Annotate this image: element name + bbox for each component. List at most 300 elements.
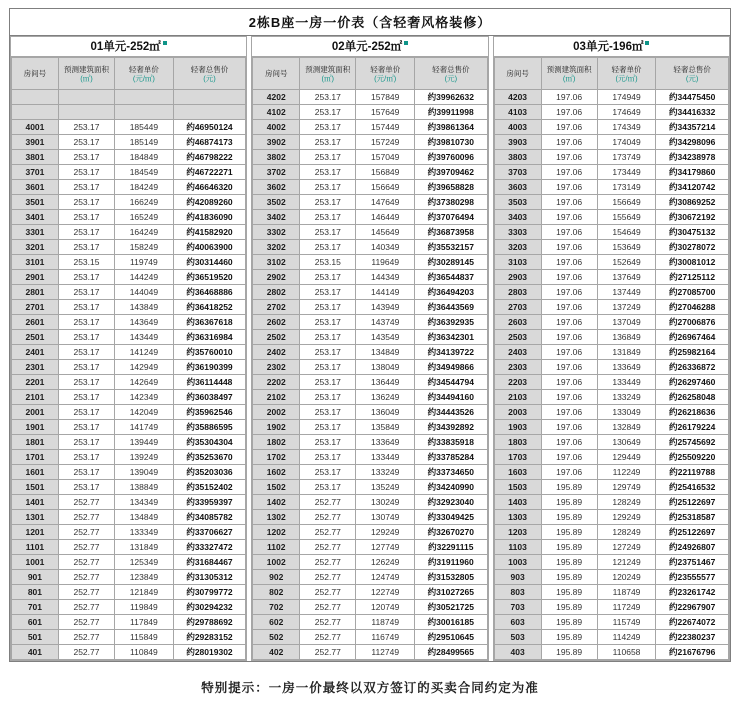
column-header-label: 轻奢总售价 <box>432 64 470 74</box>
unit-price-cell <box>115 90 174 105</box>
room-cell: 2401 <box>12 345 59 360</box>
column-header-unit: (㎡) <box>321 73 335 83</box>
total-price-cell: 约30016185 <box>415 615 488 630</box>
column-header-label: 轻奢总售价 <box>190 64 229 74</box>
table-row <box>494 345 728 360</box>
area-cell: 252.77 <box>58 630 114 645</box>
column-header-label: 轻奢单价 <box>370 64 401 74</box>
total-price-cell: 约34120742 <box>656 180 729 195</box>
table-row <box>12 375 246 390</box>
room-cell: 1001 <box>12 555 59 570</box>
table-row <box>253 150 487 165</box>
table-row <box>494 480 728 495</box>
area-cell: 252.77 <box>58 600 114 615</box>
unit-price-cell: 115849 <box>115 630 174 645</box>
table-row <box>494 225 728 240</box>
room-cell: 603 <box>494 615 541 630</box>
room-cell: 1701 <box>12 450 59 465</box>
table-row <box>12 150 246 165</box>
total-price-cell: 约34544794 <box>415 375 488 390</box>
unit-price-cell: 156849 <box>356 165 415 180</box>
table-row <box>253 645 487 660</box>
total-price-cell: 约26218636 <box>656 405 729 420</box>
area-cell: 252.77 <box>58 495 114 510</box>
room-cell: 4102 <box>253 105 300 120</box>
unit-price-cell: 130249 <box>356 495 415 510</box>
total-price-cell: 约23261742 <box>656 585 729 600</box>
total-price-cell: 约34443526 <box>415 405 488 420</box>
unit-price-cell <box>115 105 174 120</box>
room-cell: 2703 <box>494 300 541 315</box>
unit-price-cell: 136449 <box>356 375 415 390</box>
room-cell: 1503 <box>494 480 541 495</box>
room-cell: 1203 <box>494 525 541 540</box>
unit-price-cell: 119849 <box>115 600 174 615</box>
total-price-cell: 约30672192 <box>656 210 729 225</box>
total-price-cell: 约39658828 <box>415 180 488 195</box>
room-cell: 1302 <box>253 510 300 525</box>
room-cell: 2903 <box>494 270 541 285</box>
unit-price-cell: 110658 <box>597 645 656 660</box>
area-cell: 197.06 <box>541 300 597 315</box>
table-row <box>253 630 487 645</box>
area-cell: 195.89 <box>541 585 597 600</box>
unit-header <box>494 37 729 57</box>
room-cell: 4203 <box>494 90 541 105</box>
area-cell: 253.17 <box>58 240 114 255</box>
total-price-cell: 约26258048 <box>656 390 729 405</box>
total-price-cell: 约35532157 <box>415 240 488 255</box>
area-cell: 252.77 <box>300 585 356 600</box>
total-price-cell: 约29510645 <box>415 630 488 645</box>
room-cell: 3601 <box>12 180 59 195</box>
room-cell: 702 <box>253 600 300 615</box>
unit-price-cell: 133649 <box>356 435 415 450</box>
unit-price-cell: 131849 <box>597 345 656 360</box>
unit-price-cell: 129249 <box>597 510 656 525</box>
table-row <box>253 465 487 480</box>
unit-price-cell: 142349 <box>115 390 174 405</box>
column-header-unit: (元/㎡) <box>132 73 155 83</box>
area-cell: 197.06 <box>541 180 597 195</box>
area-cell: 253.17 <box>300 465 356 480</box>
unit-price-cell: 142649 <box>115 375 174 390</box>
unit-price-cell: 137649 <box>597 270 656 285</box>
table-row <box>253 390 487 405</box>
room-cell: 3203 <box>494 240 541 255</box>
room-cell: 501 <box>12 630 59 645</box>
area-cell: 253.17 <box>300 105 356 120</box>
room-cell: 3402 <box>253 210 300 225</box>
table-row <box>12 195 246 210</box>
unit-price-cell: 129749 <box>597 480 656 495</box>
total-price-cell: 约36873958 <box>415 225 488 240</box>
total-price-cell: 约26179224 <box>656 420 729 435</box>
unit-price-cell: 144049 <box>115 285 174 300</box>
area-cell: 253.15 <box>300 255 356 270</box>
table-row <box>12 645 246 660</box>
area-cell: 252.77 <box>300 525 356 540</box>
area-cell: 197.06 <box>541 90 597 105</box>
table-row <box>253 240 487 255</box>
table-row <box>253 330 487 345</box>
area-cell: 252.77 <box>58 615 114 630</box>
table-row <box>494 255 728 270</box>
total-price-cell: 约46798222 <box>173 150 246 165</box>
total-price-cell: 约25982164 <box>656 345 729 360</box>
room-cell: 3302 <box>253 225 300 240</box>
total-price-cell: 约36190399 <box>173 360 246 375</box>
table-row <box>494 180 728 195</box>
unit-price-cell: 137049 <box>597 315 656 330</box>
room-cell: 2702 <box>253 300 300 315</box>
total-price-cell: 约36114448 <box>173 375 246 390</box>
table-row <box>12 315 246 330</box>
total-price-cell: 约29283152 <box>173 630 246 645</box>
table-row <box>253 555 487 570</box>
area-cell: 253.17 <box>58 345 114 360</box>
area-cell: 252.77 <box>300 615 356 630</box>
unit-price-cell: 137449 <box>597 285 656 300</box>
unit-price-cell: 174649 <box>597 105 656 120</box>
room-cell: 3803 <box>494 150 541 165</box>
total-price-cell: 约39709462 <box>415 165 488 180</box>
total-price-cell: 约30799772 <box>173 585 246 600</box>
room-cell: 3701 <box>12 165 59 180</box>
total-price-cell: 约33049425 <box>415 510 488 525</box>
room-cell: 2403 <box>494 345 541 360</box>
area-cell: 253.17 <box>58 375 114 390</box>
unit-price-cell: 126249 <box>356 555 415 570</box>
table-row <box>494 615 728 630</box>
room-cell: 703 <box>494 600 541 615</box>
unit-price-cell: 139449 <box>115 435 174 450</box>
total-price-cell: 约34949866 <box>415 360 488 375</box>
table-row <box>494 315 728 330</box>
total-price-cell: 约22119788 <box>656 465 729 480</box>
total-price-cell: 约32923040 <box>415 495 488 510</box>
unit-sections <box>10 36 730 661</box>
total-price-cell: 约35152402 <box>173 480 246 495</box>
unit-price-cell: 133249 <box>356 465 415 480</box>
total-price-cell: 约22674072 <box>656 615 729 630</box>
area-cell: 253.17 <box>58 435 114 450</box>
total-price-cell: 约24926807 <box>656 540 729 555</box>
room-cell: 1301 <box>12 510 59 525</box>
table-row <box>12 330 246 345</box>
column-header-unit: (元) <box>685 73 699 83</box>
table-row <box>253 210 487 225</box>
area-cell: 253.17 <box>58 390 114 405</box>
column-header <box>415 58 488 90</box>
total-price-cell: 约23751467 <box>656 555 729 570</box>
unit-price-cell: 184249 <box>115 180 174 195</box>
unit-price-cell: 119749 <box>115 255 174 270</box>
area-cell: 253.17 <box>300 435 356 450</box>
room-cell: 3301 <box>12 225 59 240</box>
area-cell: 197.06 <box>541 450 597 465</box>
unit-price-cell: 153649 <box>597 240 656 255</box>
room-cell: 1303 <box>494 510 541 525</box>
area-cell: 253.17 <box>58 420 114 435</box>
column-header <box>300 58 356 90</box>
total-price-cell: 约30869252 <box>656 195 729 210</box>
room-cell: 2302 <box>253 360 300 375</box>
column-header <box>356 58 415 90</box>
unit-price-cell: 128249 <box>597 495 656 510</box>
unit-price-cell: 112749 <box>356 645 415 660</box>
room-cell: 2002 <box>253 405 300 420</box>
room-cell: 3702 <box>253 165 300 180</box>
unit-price-cell: 174049 <box>597 135 656 150</box>
table-row <box>494 465 728 480</box>
area-cell: 197.06 <box>541 105 597 120</box>
area-cell: 197.06 <box>541 135 597 150</box>
total-price-cell: 约39810730 <box>415 135 488 150</box>
unit-price-cell: 139049 <box>115 465 174 480</box>
room-cell: 3802 <box>253 150 300 165</box>
room-cell: 2402 <box>253 345 300 360</box>
table-row <box>12 90 246 105</box>
area-cell: 253.17 <box>58 300 114 315</box>
area-cell: 252.77 <box>300 630 356 645</box>
total-price-cell: 约26297460 <box>656 375 729 390</box>
room-cell: 1902 <box>253 420 300 435</box>
area-cell: 197.06 <box>541 420 597 435</box>
table-row <box>494 240 728 255</box>
table-row <box>494 450 728 465</box>
area-cell: 253.17 <box>300 345 356 360</box>
unit-header-label: 01单元-252㎡ <box>90 41 161 53</box>
area-cell: 252.77 <box>300 555 356 570</box>
area-cell: 197.06 <box>541 255 597 270</box>
room-cell: 2202 <box>253 375 300 390</box>
area-cell: 195.89 <box>541 495 597 510</box>
table-row <box>494 585 728 600</box>
area-cell: 197.06 <box>541 195 597 210</box>
area-cell: 252.77 <box>300 600 356 615</box>
room-cell: 2201 <box>12 375 59 390</box>
table-row <box>12 420 246 435</box>
table-row <box>253 195 487 210</box>
table-row <box>253 495 487 510</box>
total-price-cell: 约22380237 <box>656 630 729 645</box>
room-cell: 2001 <box>12 405 59 420</box>
table-row <box>494 270 728 285</box>
table-row <box>253 510 487 525</box>
table-row <box>12 255 246 270</box>
column-header <box>253 58 300 90</box>
total-price-cell: 约26967464 <box>656 330 729 345</box>
table-row <box>253 420 487 435</box>
table-row <box>253 165 487 180</box>
room-cell: 1703 <box>494 450 541 465</box>
table-row <box>12 555 246 570</box>
total-price-cell: 约37076494 <box>415 210 488 225</box>
unit-price-cell: 185449 <box>115 120 174 135</box>
area-cell: 195.89 <box>541 540 597 555</box>
room-cell: 1502 <box>253 480 300 495</box>
table-row <box>12 435 246 450</box>
area-cell: 253.17 <box>300 420 356 435</box>
total-price-cell: 约35253670 <box>173 450 246 465</box>
room-cell: 1003 <box>494 555 541 570</box>
room-cell: 3401 <box>12 210 59 225</box>
total-price-cell: 约34238978 <box>656 150 729 165</box>
total-price-cell: 约21676796 <box>656 645 729 660</box>
room-cell: 1702 <box>253 450 300 465</box>
area-cell: 253.17 <box>300 240 356 255</box>
column-header <box>541 58 597 90</box>
unit-price-cell: 139249 <box>115 450 174 465</box>
table-row <box>494 570 728 585</box>
total-price-cell: 约36418252 <box>173 300 246 315</box>
room-cell: 401 <box>12 645 59 660</box>
room-cell: 3902 <box>253 135 300 150</box>
area-cell: 252.77 <box>58 525 114 540</box>
table-row <box>494 210 728 225</box>
room-cell: 1603 <box>494 465 541 480</box>
total-price-cell: 约31532805 <box>415 570 488 585</box>
table-row <box>12 135 246 150</box>
area-cell: 253.17 <box>300 300 356 315</box>
unit-header <box>252 37 487 57</box>
column-header-label: 轻奢单价 <box>128 64 159 74</box>
area-cell: 197.06 <box>541 225 597 240</box>
area-cell: 253.17 <box>300 150 356 165</box>
unit-price-cell: 128249 <box>597 525 656 540</box>
table-row <box>12 510 246 525</box>
unit-header <box>11 37 246 57</box>
room-cell: 4001 <box>12 120 59 135</box>
unit-price-cell: 184549 <box>115 165 174 180</box>
column-header-unit: (元) <box>203 73 216 83</box>
area-cell: 253.17 <box>58 330 114 345</box>
unit-price-cell: 157849 <box>356 90 415 105</box>
room-cell: 4003 <box>494 120 541 135</box>
total-price-cell: 约29788692 <box>173 615 246 630</box>
total-price-cell: 约30521725 <box>415 600 488 615</box>
total-price-cell: 约39760096 <box>415 150 488 165</box>
room-cell: 1202 <box>253 525 300 540</box>
room-cell: 1002 <box>253 555 300 570</box>
total-price-cell: 约33835918 <box>415 435 488 450</box>
column-header-unit: (元/㎡) <box>615 73 638 83</box>
unit-price-cell: 115749 <box>597 615 656 630</box>
area-cell: 197.06 <box>541 390 597 405</box>
unit-area-marker-icon <box>404 41 408 45</box>
area-cell: 197.06 <box>541 165 597 180</box>
unit-section <box>10 36 247 661</box>
area-cell: 253.15 <box>58 255 114 270</box>
table-row <box>12 600 246 615</box>
room-cell: 2502 <box>253 330 300 345</box>
column-header-label: 房间号 <box>506 69 529 78</box>
area-cell: 253.17 <box>58 210 114 225</box>
total-price-cell: 约36316984 <box>173 330 246 345</box>
total-price-cell: 约46646320 <box>173 180 246 195</box>
room-cell: 802 <box>253 585 300 600</box>
table-row <box>494 495 728 510</box>
total-price-cell: 约31684467 <box>173 555 246 570</box>
table-row <box>253 180 487 195</box>
unit-price-cell: 157449 <box>356 120 415 135</box>
room-cell: 3603 <box>494 180 541 195</box>
table-row <box>253 450 487 465</box>
table-row <box>494 555 728 570</box>
area-cell: 253.17 <box>300 315 356 330</box>
price-table <box>9 8 731 662</box>
total-price-cell: 约34494160 <box>415 390 488 405</box>
area-cell: 253.17 <box>58 480 114 495</box>
unit-price-cell: 143549 <box>356 330 415 345</box>
unit-price-cell: 114249 <box>597 630 656 645</box>
unit-price-cell: 129249 <box>356 525 415 540</box>
area-cell: 195.89 <box>541 555 597 570</box>
total-price-cell: 约34392892 <box>415 420 488 435</box>
room-cell: 1403 <box>494 495 541 510</box>
room-cell: 902 <box>253 570 300 585</box>
area-cell: 197.06 <box>541 120 597 135</box>
area-cell: 197.06 <box>541 150 597 165</box>
area-cell: 253.17 <box>300 195 356 210</box>
total-price-cell: 约37380298 <box>415 195 488 210</box>
unit-price-cell: 121249 <box>597 555 656 570</box>
total-price-cell: 约35886595 <box>173 420 246 435</box>
unit-price-cell: 137249 <box>597 300 656 315</box>
table-row <box>253 90 487 105</box>
total-price-cell: 约39962632 <box>415 90 488 105</box>
area-cell: 253.17 <box>58 135 114 150</box>
area-cell: 195.89 <box>541 525 597 540</box>
total-price-cell: 约31305312 <box>173 570 246 585</box>
room-cell: 701 <box>12 600 59 615</box>
unit-price-cell: 127749 <box>356 540 415 555</box>
room-cell <box>12 90 59 105</box>
table-row <box>12 240 246 255</box>
unit-price-cell: 116749 <box>356 630 415 645</box>
area-cell: 197.06 <box>541 375 597 390</box>
unit-price-cell: 154649 <box>597 225 656 240</box>
table-row <box>494 510 728 525</box>
table-row <box>253 345 487 360</box>
total-price-cell: 约25416532 <box>656 480 729 495</box>
total-price-cell: 约25745692 <box>656 435 729 450</box>
unit-price-cell: 133649 <box>597 360 656 375</box>
unit-price-cell: 140349 <box>356 240 415 255</box>
total-price-cell: 约28499565 <box>415 645 488 660</box>
area-cell: 253.17 <box>300 285 356 300</box>
unit-price-cell: 173749 <box>597 150 656 165</box>
area-cell: 252.77 <box>58 645 114 660</box>
unit-price-cell: 133249 <box>597 390 656 405</box>
column-header <box>656 58 729 90</box>
total-price-cell: 约27046288 <box>656 300 729 315</box>
column-header-label: 轻奢总售价 <box>673 64 711 74</box>
area-cell: 253.17 <box>58 150 114 165</box>
area-cell: 253.17 <box>300 90 356 105</box>
area-cell: 253.17 <box>58 315 114 330</box>
unit-price-cell: 141249 <box>115 345 174 360</box>
room-cell: 2101 <box>12 390 59 405</box>
table-row <box>494 435 728 450</box>
table-row <box>12 615 246 630</box>
room-cell: 1601 <box>12 465 59 480</box>
table-row <box>494 120 728 135</box>
unit-price-cell: 133449 <box>597 375 656 390</box>
unit-price-cell: 138049 <box>356 360 415 375</box>
unit-price-cell: 119649 <box>356 255 415 270</box>
